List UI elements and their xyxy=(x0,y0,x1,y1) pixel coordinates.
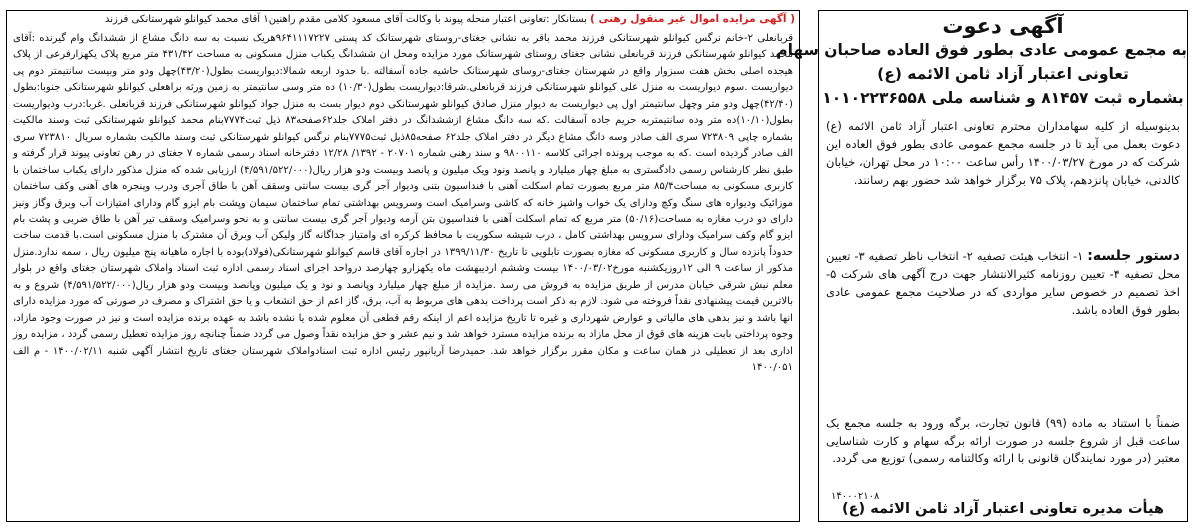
meeting-invitation xyxy=(776,10,1188,522)
invitation-registration: بشماره ثبت ۸۱۴۵۷ و شناسه ملی ۱۰۱۰۲۲۳۶۵۵۸ xyxy=(822,89,1184,107)
auction-title: ( آگهی مزایده اموال غیر منقول رهنی ) xyxy=(590,13,795,25)
invitation-note: ضمناً با استناد به ماده (۹۹) قانون تجارت، برگه ورود به جلسه مجمع یک ساعت قبل از شروع جلسه در صورت ارائه برگه سهام و کارت شناسایی معتبر (در مورد نمایندگان قانونی با ارائه وکالتنامه رسمی) توزیع می گردد. xyxy=(826,416,1180,465)
invitation-company: تعاونی اعتبار آزاد ثامن الائمه (ع) xyxy=(877,65,1129,83)
invitation-subtitle: به مجمع عمومی عادی بطور فوق العاده صاحبان سهام xyxy=(776,41,1187,59)
invitation-intro: بدینوسیله از کلیه سهامداران محترم تعاونی اعتبار آزاد ثامن الائمه (ع) دعوت بعمل می آید تا در جلسه مجمع عمومی عادی بطور فوق العاده این شرکت که در مورخ ۱۴۰۰/۰۳/۲۷ رأس ساعت ۱۰:۰۰ در محل تهران، خیابان کالدنی، خیابان پانزدهم، پلاک ۷۵ برگزار خواهد شد حضور بهم رسانند. xyxy=(826,119,1181,187)
auction-body xyxy=(13,31,793,517)
agenda-label: دستور جلسه: xyxy=(1087,248,1180,264)
invitation-code: ۱۴۰۰۰۲۱۰۸ xyxy=(831,491,880,502)
auction-notice xyxy=(6,10,800,522)
agenda-items: ۱- انتخاب هیئت تصفیه ۲- انتخاب ناظر تصفیه ۳- تعیین محل تصفیه ۴- تعیین روزنامه کثیرالانتشار جهت درج آگهی های شرکت ۵- اخذ تصمیم در خصوص سایر مواردی که در صلاحیت مجمع عمومی عادی بطور فوق العاده باشد. xyxy=(826,249,1181,317)
auction-intro: بستانکار :تعاونی اعتبار منحله پیوند با وکالت آقای مسعود کلامی مقدم راهنین۱ آقای محمد کیوانلو شهرستانکی فرزند xyxy=(104,14,587,25)
auction-paragraph: قربانعلی ۲-خانم نرگس کیوانلو شهرستانکی فرزند محمد باقر به نشانی جغتای-روستای شهرستانک کد پستی ۹۶۴۱۱۱۷۲۲۷هریک نسبت به سه دانگ مشاع از ششدانگ وام گیرنده :آقای محمد کیوانلو شهرستانکی فرزند قربانعلی نشانی جغتای روستای شهرستانک مورد مزایده ومحل ان ششدانگ یکباب منزل مسکونی به مساحت ۴۳۱/۴۲ متر مربع پلاک یکهزارفرعی از پلاک هیجده اصلی بخش هفت سبزوار واقع در شهرستان جغتای-روسای شهرستانک حاشیه جاده آسفالته .با حدود اربعه شمالا:دیواریست بطول(۴۳/۲۰)چهل ودو متر وبیست سانتیمتر دوم پی دیواریست .سوم دیواریست به منزل علی کیوانلو شهرستانکی فرزند قربانعلی.شرقا:دیواریست بطول(۱۰/۳۰) ده متر وسی سانتیمتر به زمین ورثه براهعلی کیوانلو شهرستانکی جنوبا:بطول (۴۲/۴۰)چهل ودو متر وچهل سانتیمتر اول پی دیواریست به دیوار منزل صادق کیوانلو شهرستانکی دوم دیوار بست به منزل جواد کیوانلو شهرستانکی فرزند قربانعلی .غربا:درب ودیواریست بطول(۱۰/۱۰)ده متر وده سانتیمتربه حریم جاده آسفالت .که سه دانگ مشاع ازششدانگ در دفتر املاک جلد۶۲صفحه۸۳ ذیل ثبت۷۷۷۴بنام محمد کیوانلو شهرستانکی ثبت وسند مالکیت بشماره چاپی ۷۲۳۸۰۹ سری الف صادر وسه دانگ مشاع دیگر در دفتر املاک جلد۶۲ صفحه۸۵ذیل ثبت۷۷۷۵بنام نرگس کیوانلو شهرستانکی ثبت وسند مالکیت بشماره سریال ۷۲۳۸۱۰ سری الف صادر گردیده است .که به موجب پرونده اجرائی کلاسه ۹۸۰۰۱۱۰ و سند رهنی شماره ۲۰۷۰۱ - ۱۳۹۲/ ۱۲/۲۸ دفترخانه اسناد رسمی شماره ۷ جغتای در رهن تعاونی پیوند قرار گرفته و طبق نظر کارشناس رسمی دادگستری به مبلغ چهار میلیارد و پانصد ونود ویک میلیون و پانصد وبیست ودو هزار ریال(۴/۵۹۱/۵۲۲/۰۰۰) ارزیابی شده که منزل مذکور دارای یکباب ساختمان با کاربری مسکونی به مساحت۸۵/۴ متر مربع بصورت تمام اسکلت آهنی با فنداسیون بتنی ودیوار آجر گری بیست سانتی وسقف آهن با طاق آجری ودرب وپنجره های آهنی وکف ساختمان موزائیک ودیواره های سنگ وکچ ودارای یک خواب واشپز خانه که کاشی وسرامیک است وسرویس بهداشتی تمام ساختمان سیمان وپشت بام ایزو گام ودارای امتیازات آب وبرق وگاز ونیز دارای دو درب مغازه به مساحت(۵۰/۱۶) متر مربع که تمام اسکلت آهنی با فنداسیون بتن آرمه ودیوار آجر گری بیست سانتی و به نحو وسرامیک وسقف تیر آهن با طاق ضربی و پشت بام ایزو گام وکف سرامیک ودارای سرویس بهداشتی کامل ، درب شیشه سکوریت با محافظ کرکره ای وامتیاز جداگانه گاز ولیکن آب وبرق آن مشترک با منزل مسکونی است.با قدمت ساخت حدوداً پانزده سال و کاربری مسکونی که مغازه بصورت تابلویی تا تاریخ ۱۳۹۹/۱۱/۳۰ در اجاره آقای قاسم کیوانلو شهرستانکی(فولاد)بوده با اجاره ماهیانه پنج میلیون ریال ، سمه ندارد.منزل مذکور از ساعت ۹ الی ۱۲روزیکشنبه مورخ۱۴۰۰/۰۳/۰۲ بیست وششم اردیبهشت ماه یکهزارو چهارصد درواحد اجرای اسناد رسمی اداره ثبت اسناد واملاک شهرستان جغتای واقع در بلوار معلم نبش شرقی خیابان مدرس از طریق مزایده به فروش می رسد .مزایده از مبلغ چهار میلیارد وپانصد و نود و یک میلیون وپانصد وبیست ودو هزار ریال(۴/۵۹۱/۵۲۲/۰۰۰) شروع و به بالاترین قیمت پیشنهادی نقداً فروخته می شود. لازم به ذکر است پرداخت بدهی های مربوط به آب، برق، گاز اعم از حق انشعاب و یا حق اشتراک و مصرف در صورتی که مورد مزایده دارای انها باشد و نیز بدهی های مالیاتی و عوارض شهرداری و غیره تا تاریخ مزایده اعم از اینکه رقم قطعی آن معلوم شده یا نشده باشد به عهده برنده مزایده است و نیز در صورت وجود مازاد، وجوه پرداختی بابت هزینه های قوق از محل مازاد به برنده مزایده مسترد خواهد شد و نیم عشر و حق مزایده نقداً وصول می گردد ضمناً چنانچه روز مزایده تعطیل رسمی گردد ، مزایده روز اداری بعد از تعطیلی در همان ساعت و مکان مقرر برگزار خواهد شد. حمیدرضا آریانپور رئیس اداره ثبت اسنادواملاک شهرستان جغتای تاریخ انتشار آگهی شنبه ۱۴۰۰/۰۲/۱۱ - م الف ۱۴۰۰/۰۵۱ xyxy=(13,33,794,374)
invitation-title: آگهی دعوت xyxy=(942,14,1064,38)
invitation-agenda xyxy=(826,247,1180,415)
invitation-signature: هیأت مدیره تعاونی اعتبار آزاد ثامن الائمه (ع) xyxy=(842,501,1164,517)
